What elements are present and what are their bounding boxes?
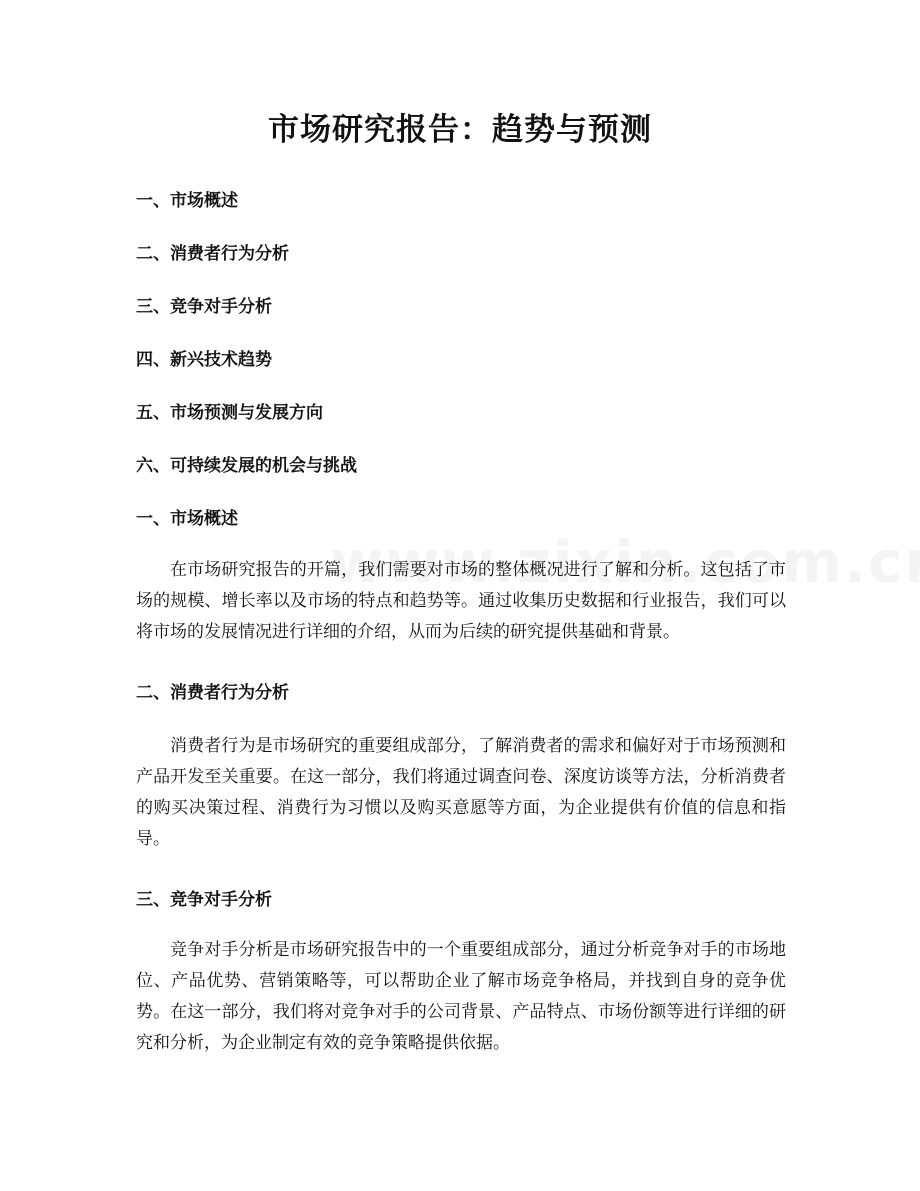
toc-item: 五、市场预测与发展方向 xyxy=(136,403,323,423)
document-title: 市场研究报告：趋势与预测 xyxy=(268,112,652,148)
toc-item: 三、竞争对手分析 xyxy=(136,297,272,317)
section-paragraph: 消费者行为是市场研究的重要组成部分，了解消费者的需求和偏好对于市场预测和产品开发至关重要。在这一部分，我们将通过调查问卷、深度访谈等方法，分析消费者的购买决策过程、消费行为习惯以及购买意愿等方面，为企业提供有价值的信息和指导。 xyxy=(136,736,786,849)
section-paragraph: 竞争对手分析是市场研究报告中的一个重要组成部分，通过分析竞争对手的市场地位、产品优势、营销策略等，可以帮助企业了解市场竞争格局，并找到自身的竞争优势。在这一部分，我们将对竞争对手的公司背景、产品特点、市场份额等进行详细的研究和分析，为企业制定有效的竞争策略提供依据。 xyxy=(136,940,786,1053)
section-heading: 一、市场概述 xyxy=(136,509,238,529)
section-heading: 三、竞争对手分析 xyxy=(136,890,272,910)
toc-item: 一、市场概述 xyxy=(136,191,238,211)
section-heading: 二、消费者行为分析 xyxy=(136,683,289,703)
toc-item: 六、可持续发展的机会与挑战 xyxy=(136,456,357,476)
toc-item: 二、消费者行为分析 xyxy=(136,244,289,264)
toc-item: 四、新兴技术趋势 xyxy=(136,350,272,370)
section-paragraph: 在市场研究报告的开篇，我们需要对市场的整体概况进行了解和分析。这包括了市场的规模、增长率以及市场的特点和趋势等。通过收集历史数据和行业报告，我们可以将市场的发展情况进行详细的介绍，从而为后续的研究提供基础和背景。 xyxy=(136,560,786,642)
